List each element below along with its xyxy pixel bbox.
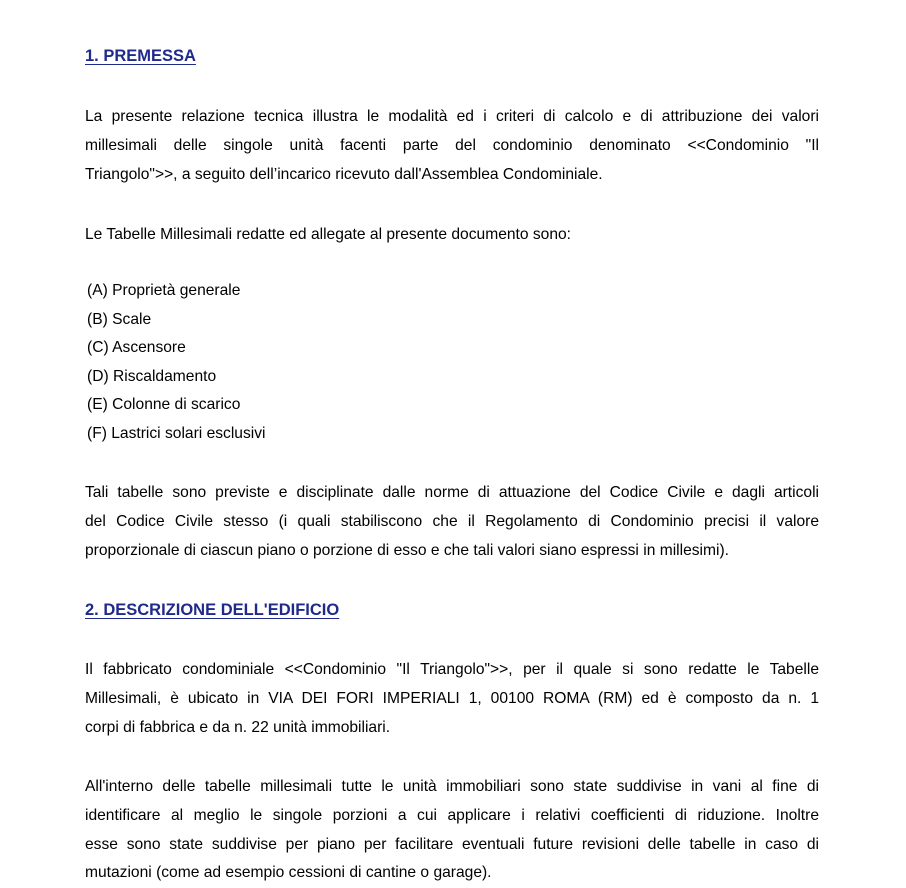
paragraph-line: proporzionale di ciascun piano o porzione di esso e che tali valori siano espressi in millesimi). bbox=[85, 541, 729, 559]
paragraph-line: Millesimali, è ubicato in VIA DEI FORI IMPERIALI 1, 00100 ROMA (RM) ed è composto da n. 1 bbox=[85, 689, 819, 707]
list-item: (E) Colonne di scarico bbox=[87, 396, 241, 414]
section-1-heading: 1. PREMESSA bbox=[85, 47, 196, 65]
paragraph-line: Triangolo">>, a seguito dell’incarico ricevuto dall'Assemblea Condominiale. bbox=[85, 165, 603, 183]
paragraph-line: mutazioni (come ad esempio cessioni di cantine o garage). bbox=[85, 864, 492, 882]
list-item: (A) Proprietà generale bbox=[87, 282, 241, 299]
paragraph-line: esse sono state suddivise per piano per facilitare eventuali future revisioni delle tabelle in caso di bbox=[85, 835, 819, 853]
paragraph-line: All'interno delle tabelle millesimali tutte le unità immobiliari sono state suddivise in vani al fine di bbox=[85, 778, 819, 795]
paragraph-line: corpi di fabbrica e da n. 22 unità immobiliari. bbox=[85, 718, 391, 736]
tables-list bbox=[87, 277, 266, 449]
paragraph-line: Tali tabelle sono previste e disciplinate dalle norme di attuazione del Codice Civile e dagli articoli bbox=[85, 484, 819, 501]
section-2-heading: 2. DESCRIZIONE DELL'EDIFICIO bbox=[85, 601, 340, 619]
list-item: (F) Lastrici solari esclusivi bbox=[87, 424, 266, 442]
norms-paragraph bbox=[85, 479, 819, 565]
units-subdivision-paragraph bbox=[85, 773, 819, 888]
list-item: (C) Ascensore bbox=[87, 339, 186, 357]
paragraph-line: millesimali delle singole unità facenti parte del condominio denominato <<Condominio "Il bbox=[85, 136, 819, 154]
tables-intro-paragraph bbox=[85, 221, 819, 250]
paragraph-line: La presente relazione tecnica illustra le modalità ed i criteri di calcolo e di attribuzione dei valori bbox=[85, 108, 819, 125]
list-item: (D) Riscaldamento bbox=[87, 367, 217, 385]
section-1-intro-paragraph bbox=[85, 103, 819, 189]
paragraph-line: identificare al meglio le singole porzioni a cui applicare i relativi coefficienti di riduzione. Inoltre bbox=[85, 806, 819, 824]
paragraph-line: Le Tabelle Millesimali redatte ed allegate al presente documento sono: bbox=[85, 226, 572, 243]
list-item: (B) Scale bbox=[87, 310, 152, 328]
building-description-paragraph bbox=[85, 656, 819, 742]
paragraph-line: Il fabbricato condominiale <<Condominio "Il Triangolo">>, per il quale si sono redatte le Tabelle bbox=[85, 661, 819, 678]
paragraph-line: del Codice Civile stesso (i quali stabiliscono che il Regolamento di Condominio precisi il valore bbox=[85, 512, 819, 530]
